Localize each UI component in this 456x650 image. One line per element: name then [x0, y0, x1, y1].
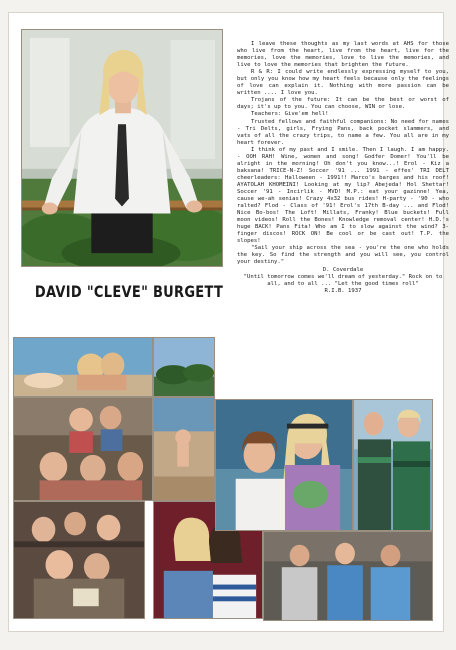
- article-paragraph: I think of my past and I smile. Then I laugh. I am happy. - OOH RAH! Wine, women and song! Godfer Domer! You'll be alright in the morning! Oh don't you know...! Erol - Kiz a baksana! TRICE-N-Z! Soccer '91 ... 1991 - effes' TRI DELT cheerleaders: Halloween - 1991!! Marco's barges and his roof! AYATOLAH KHOMEINI! Looking at my lip? Abejeda! Hol Shettar! Soccer '91 - Incirlik - MVD! M.P.: eat your gazinne! Yea, cause we-ah senias! Crazy 4x32 bus rides! H-party - '90 - who ralted? Flod - Class of '91! Erol's 17th B-day ... and Flod! Nice Bo-bos! The Loft! Millats, Franky! Blue buckets! Full moon videos! Roll the Bones! Knowledge removal center! H.D.'s huge BACK! Pans Fita! Who am I to slow against the wind? 3-finger discos! ROCK ON! Be cool or be cast out! T.P. the slopes!: [237, 146, 449, 245]
- article-paragraph: Teachers: Give'em hell!: [251, 111, 329, 118]
- portrait-photo: [21, 29, 223, 267]
- article-closing: "Until tomorrow comes we'll dream of yesterday." Rock on to all, and to all ... "Let the good times roll": [243, 273, 443, 287]
- article-paragraph: Trojans of the future: It can be the best or worst of days; it's up to you. You can choose, WIN or lose.: [237, 97, 449, 111]
- quote-attribution: D. Coverdale: [322, 266, 364, 273]
- student-name-caption: DAVID "CLEVE" BURGETT: [34, 283, 224, 302]
- farewell-article: [237, 41, 449, 295]
- article-paragraph: I leave these thoughts as my last words at AHS for those who live from the heart, live from the heart, live for the memories, love the memories, love to live the memories, and live to love the memories that brighten the future.: [237, 41, 449, 69]
- collage-photo-three-guys: [353, 399, 433, 531]
- article-quote: "Sail your ship across the sea - you're the one who holds the key. So find the strength and you will see, you control your destiny.": [237, 245, 449, 266]
- collage-photo-couple: [215, 399, 353, 531]
- yearbook-page: [8, 12, 449, 632]
- collage-photo-beach: [13, 337, 153, 397]
- article-paragraph: R & R: I could write endlessly expressing myself to you, but only you know how my heart feels because only the feelings of love can explain it. Nothing with more passion can be written .... I love you.: [237, 69, 449, 97]
- collage-photo-pool: [153, 397, 215, 501]
- article-paragraph: Trusted fellows and faithful companions: No need for names - Tri Delts, girls, Frying Pans, back pocket slammers, and vats of all the crazy trips, to name a few. You all are in my heart forever.: [237, 118, 449, 146]
- collage-photo-palms: [153, 337, 215, 397]
- collage-photo-beach-friends: [263, 531, 433, 621]
- collage-photo-kids: [13, 397, 153, 501]
- collage-photo-group-left: [13, 501, 145, 619]
- article-signature: R.I.B. 1937: [324, 287, 362, 294]
